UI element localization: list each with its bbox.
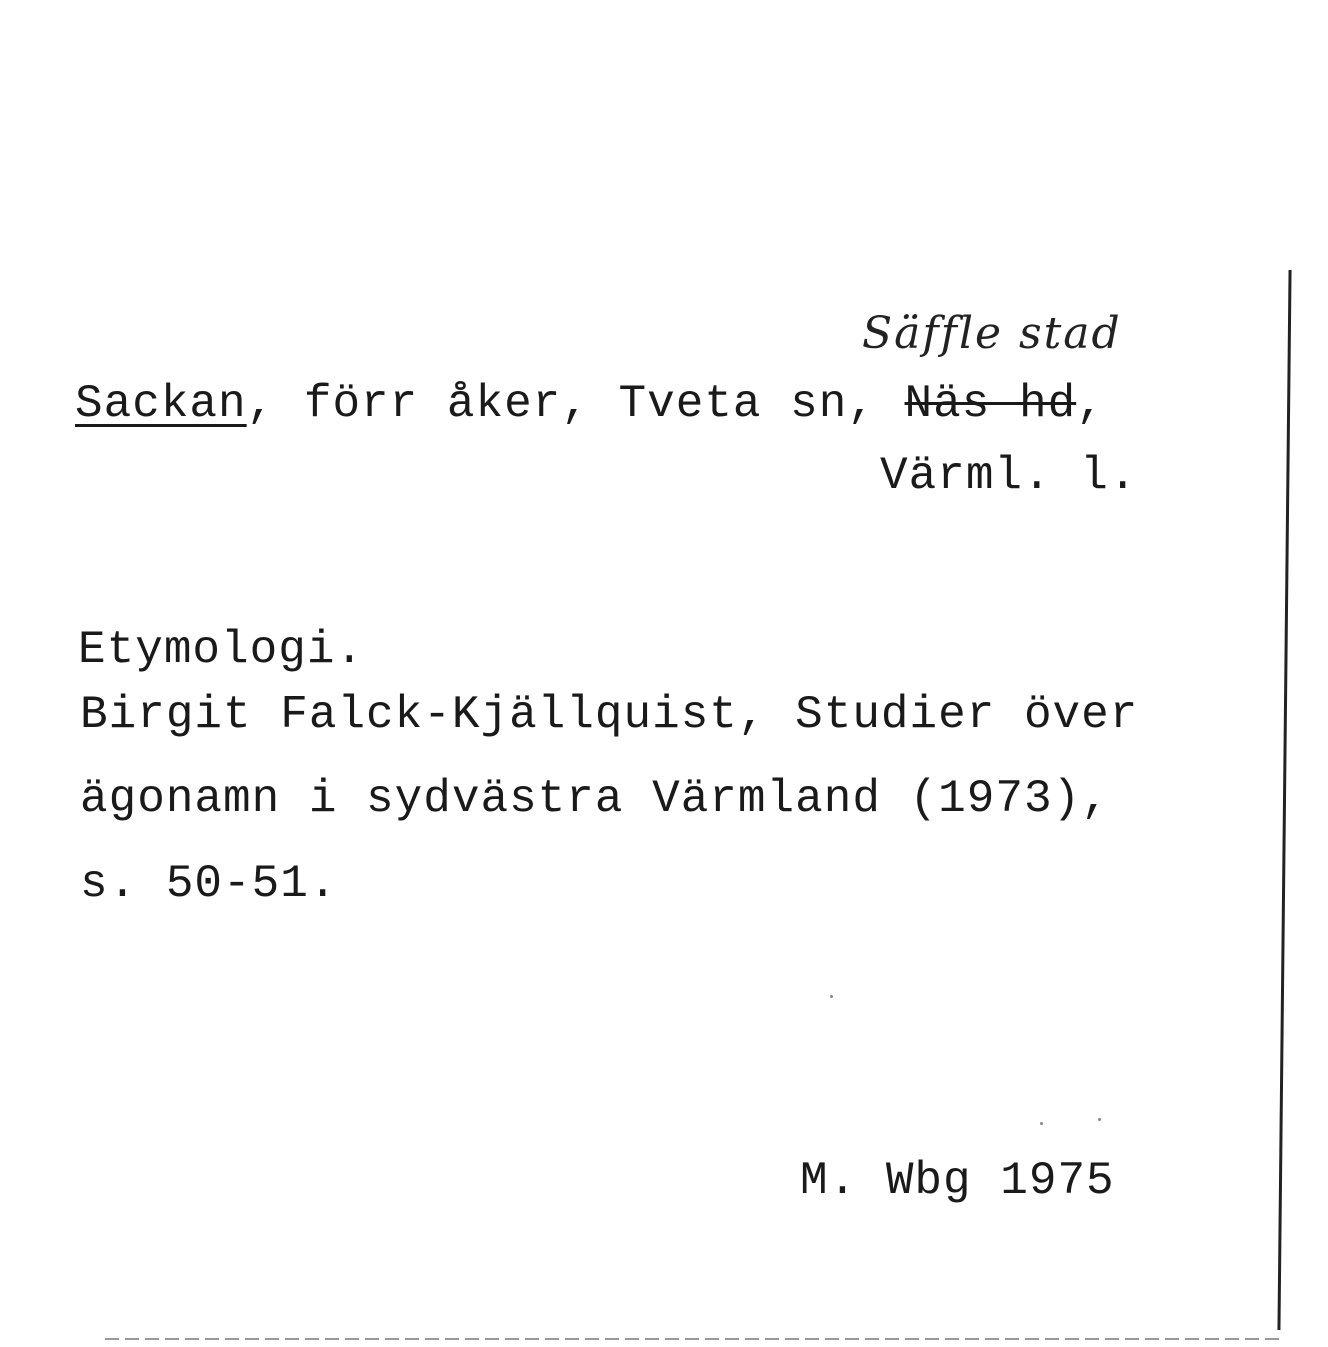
trailing-comma: , [1076,378,1105,430]
reference-line-1: Birgit Falck-Kjällquist, Studier över [80,689,1139,741]
card-edge-right [1277,270,1291,1330]
card-edge-bottom [105,1338,1285,1340]
signature: M. Wbg 1975 [800,1155,1115,1207]
region-line: Värml. l. [880,450,1138,502]
struck-district: Näs hd [904,378,1077,430]
header-line [75,378,1105,430]
place-description: , förr åker, Tveta sn, [246,378,905,430]
reference-line-2: ägonamn i sydvästra Värmland (1973), [80,773,1110,825]
speck [1098,1118,1101,1121]
section-title: Etymologi. [78,624,365,676]
headword: Sackan [75,378,247,430]
speck [1040,1122,1043,1125]
reference-line-3: s. 50-51. [80,858,338,910]
handwritten-correction: Säffle stad [862,308,1122,359]
speck [830,995,833,998]
